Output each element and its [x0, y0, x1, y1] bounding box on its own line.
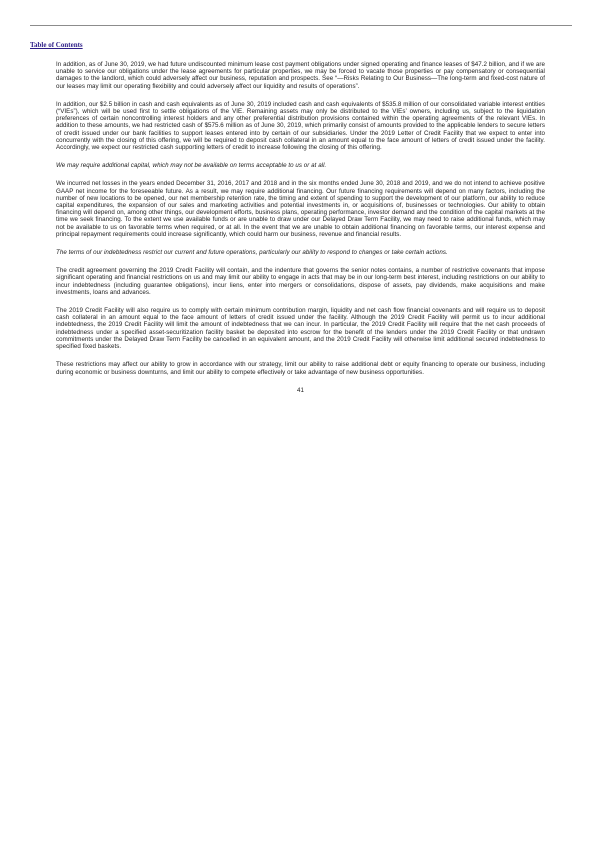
risk-heading-indebtedness-restrictions: The terms of our indebtedness restrict our current and future operations, particularly our ability to respond to changes or take certain actions.	[56, 249, 448, 257]
paragraph-2019-credit-facility-requirements: The 2019 Credit Facility will also require us to comply with certain minimum contribution margin, liquidity and net cash flow financial covenants and will require us to deposit cash collateral in an amount equal to the face amount of letters of credit issued under the facility. Although the 2019 Credit Facility will permit us to incur additional indebtedness, the 2019 Credit Facility will limit the amount of indebtedness that we can incur. In particular, the 2019 Credit Facility will require that the net cash proceeds of indebtedness under a specified asset-securitization facility basket be deposited into escrow for the benefit of the lenders under the 2019 Credit Facility or that undrawn commitments under the Delayed Draw Term Facility be cancelled in an equivalent amount, and the 2019 Credit Facility will otherwise limit additional secured indebtedness to specified fixed baskets.	[56, 307, 545, 351]
paragraph-net-losses-financing: We incurred net losses in the years ended December 31, 2016, 2017 and 2018 and in the six months ended June 30, 2018 and 2019, and we do not intend to achieve positive GAAP net income for the foreseeable future. As a result, we may require additional financing. Our future financing requirements will depend on many factors, including the number of new locations to be opened, our net membership retention rate, the timing and extent of spending to support the development of our platform, our ability to reduce capital expenditures, the expansion of our sales and marketing activities and potential investments in, or acquisitions of, businesses or technologies. Our ability to obtain financing will depend on, among other things, our development efforts, business plans, operating performance, investor demand and the condition of the capital markets at the time we seek financing. To the extent we use available funds or are unable to draw under our Delayed Draw Term Facility, we may need to raise additional funds, which may not be available to us on favorable terms when required, or at all. In the event that we are unable to obtain additional financing on favorable terms, our interest expense and principal repayment requirements could increase significantly, which could harm our business, revenue and financial results.	[56, 180, 545, 238]
page-body	[56, 61, 545, 394]
paragraph-lease-obligations: In addition, as of June 30, 2019, we had future undiscounted minimum lease cost payment obligations under signed operating and finance leases of $47.2 billion, and if we are unable to service our obligations under the lease agreements for particular properties, we may be forced to vacate those properties or pay compensatory or consequential damages to the landlord, which could adversely affect our business, reputation and prospects. See “—Risks Relating to Our Business—The long-term and fixed-cost nature of our leases may limit our operating flexibility and could adversely affect our liquidity and results of operations”.	[56, 61, 545, 90]
table-of-contents-link[interactable]: Table of Contents	[30, 41, 83, 49]
paragraph-restrictions-effects: These restrictions may affect our ability to grow in accordance with our strategy, limit our ability to raise additional debt or equity financing to operate our business, including during economic or business downturns, and limit our ability to compete effectively or take advantage of new business opportunities.	[56, 361, 545, 376]
horizontal-rule	[30, 25, 572, 26]
page-number: 41	[297, 386, 304, 394]
paragraph-credit-agreement-covenants: The credit agreement governing the 2019 Credit Facility will contain, and the indenture that governs the senior notes contains, a number of restrictive covenants that impose significant operating and financial restrictions on us and may limit our ability to engage in acts that may be in our long-term best interest, including restrictions on our ability to incur indebtedness (including guarantee obligations), incur liens, enter into mergers or consolidations, dispose of assets, pay dividends, make acquisitions and make investments, loans and advances.	[56, 267, 545, 296]
paragraph-cash-equivalents-vies: In addition, our $2.5 billion in cash and cash equivalents as of June 30, 2019 included cash and cash equivalents of $535.8 million of our consolidated variable interest entities (“VIEs”), which will be used first to settle obligations of the VIE. Remaining assets may only be distributed to the VIEs’ owners, including us, subject to the liquidation preferences of certain noncontrolling interest holders and any other preferential distribution provisions contained within the operating agreements of the relevant VIEs. In addition to these amounts, we had restricted cash of $575.6 million as of June 30, 2019, which primarily consist of amounts provided to the applicable lenders to secure letters of credit issued under our bank facilities to support leases entered into by certain of our subsidiaries. Under the 2019 Letter of Credit Facility that we expect to enter into concurrently with the closing of this offering, we will be required to deposit cash collateral in an amount equal to the face amount of letters of credit issued under the facility. Accordingly, we expect our restricted cash supporting letters of credit to increase following the closing of this offering.	[56, 100, 545, 152]
risk-heading-additional-capital: We may require additional capital, which may not be available on terms acceptable to us or at all.	[56, 162, 327, 170]
